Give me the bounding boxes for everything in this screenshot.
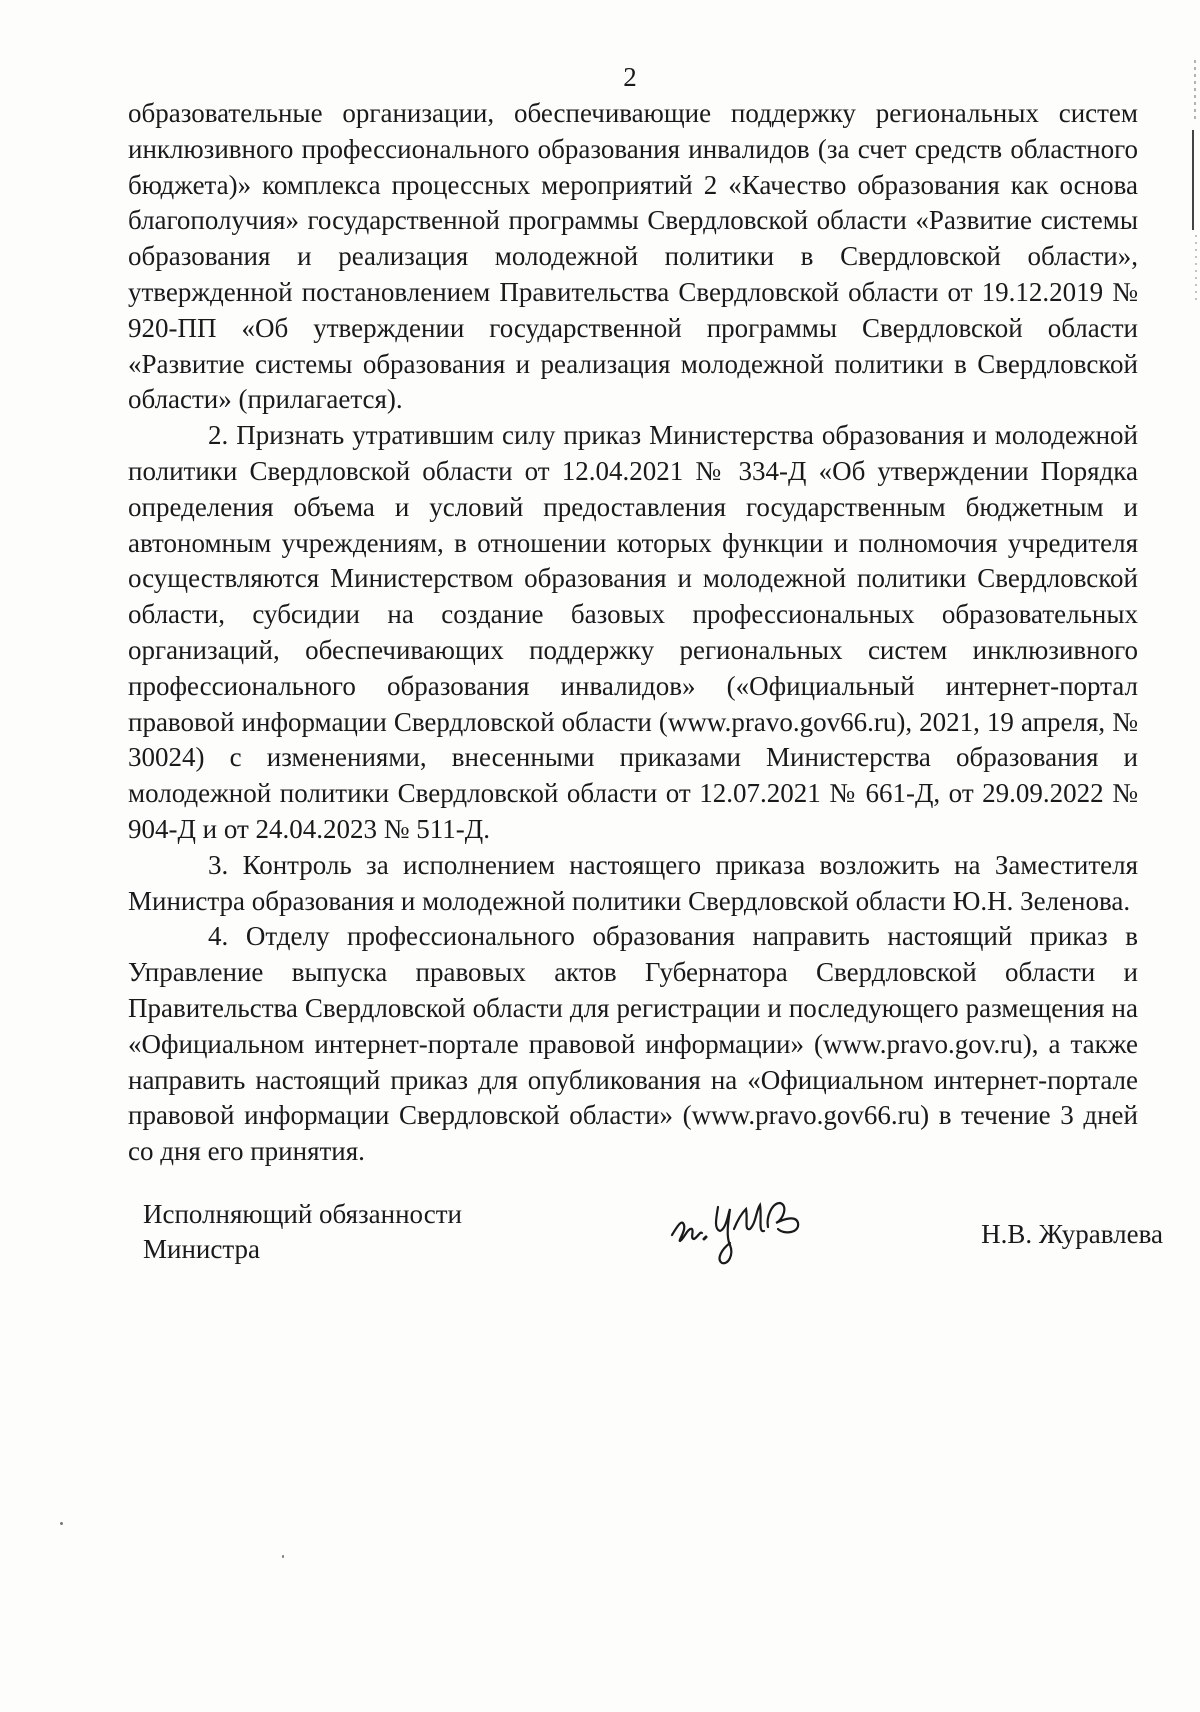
page-number: 2: [623, 62, 637, 92]
paragraph-1-continuation: образовательные организации, обеспечивающие поддержку региональных систем инклюзивного профессионального образования инвалидов (за счет средств областного бюджета)» комплекса процессных мероприятий 2 «Качество образования как основа благополучия» государственной программы Свердловской области «Развитие системы образования и реализация молодежной политики в Свердловской области», утвержденной постановлением Правительства Свердловской области от 19.12.2019 № 920-ПП «Об утверждении государственной программы Свердловской области «Развитие системы образования и реализация молодежной политики в Свердловской области» (прилагается).: [128, 98, 1138, 415]
signatory-position: [143, 1197, 462, 1267]
handwritten-signature: [668, 1189, 818, 1269]
paragraph-3-control: 3. Контроль за исполнением настоящего приказа возложить на Заместителя Министра образования и молодежной политики Свердловской области Ю.Н. Зеленова.: [128, 849, 1138, 916]
paragraph-2-repeal: 2. Признать утратившим силу приказ Министерства образования и молодежной политики Свердловской области от 12.04.2021 № 334-Д «Об утверждении Порядка определения объема и условий предоставления государственным бюджетным и автономным учреждениям, в отношении которых функции и полномочия учредителя осуществляются Министерством образования и молодежной политики Свердловской области, субсидии на создание базовых профессиональных образовательных организаций, обеспечивающих поддержку региональных систем инклюзивного профессионального образования инвалидов» («Официальный интернет-портал правовой информации Свердловской области (www.pravo.gov66.ru), 2021, 19 апреля, № 30024) с изменениями, внесенными приказами Министерства образования и молодежной политики Свердловской области от 12.07.2021 № 661-Д, от 29.09.2022 № 904-Д и от 24.04.2023 № 511-Д.: [128, 420, 1138, 844]
scan-edge-artifact: [1186, 60, 1200, 300]
document-body: [128, 96, 1138, 1170]
signatory-position-line-2: Министра: [143, 1234, 260, 1264]
scan-speck: [282, 1555, 284, 1558]
paragraph-4-publication: 4. Отделу профессионального образования направить настоящий приказ в Управление выпуска правовых актов Губернатора Свердловской области и Правительства Свердловской области для регистрации и последующего размещения на «Официальном интернет-портале правовой информации» (www.pravo.gov.ru), а также направить настоящий приказ для опубликования на «Официальном интернет-портале правовой информации Свердловской области» (www.pravo.gov66.ru) в течение 3 дней со дня его принятия.: [128, 921, 1138, 1167]
signatory-position-line-1: Исполняющий обязанности: [143, 1199, 462, 1229]
signature-block: [143, 1197, 1163, 1297]
scan-speck: [60, 1522, 63, 1525]
signatory-name: Н.В. Журавлева: [981, 1219, 1163, 1249]
